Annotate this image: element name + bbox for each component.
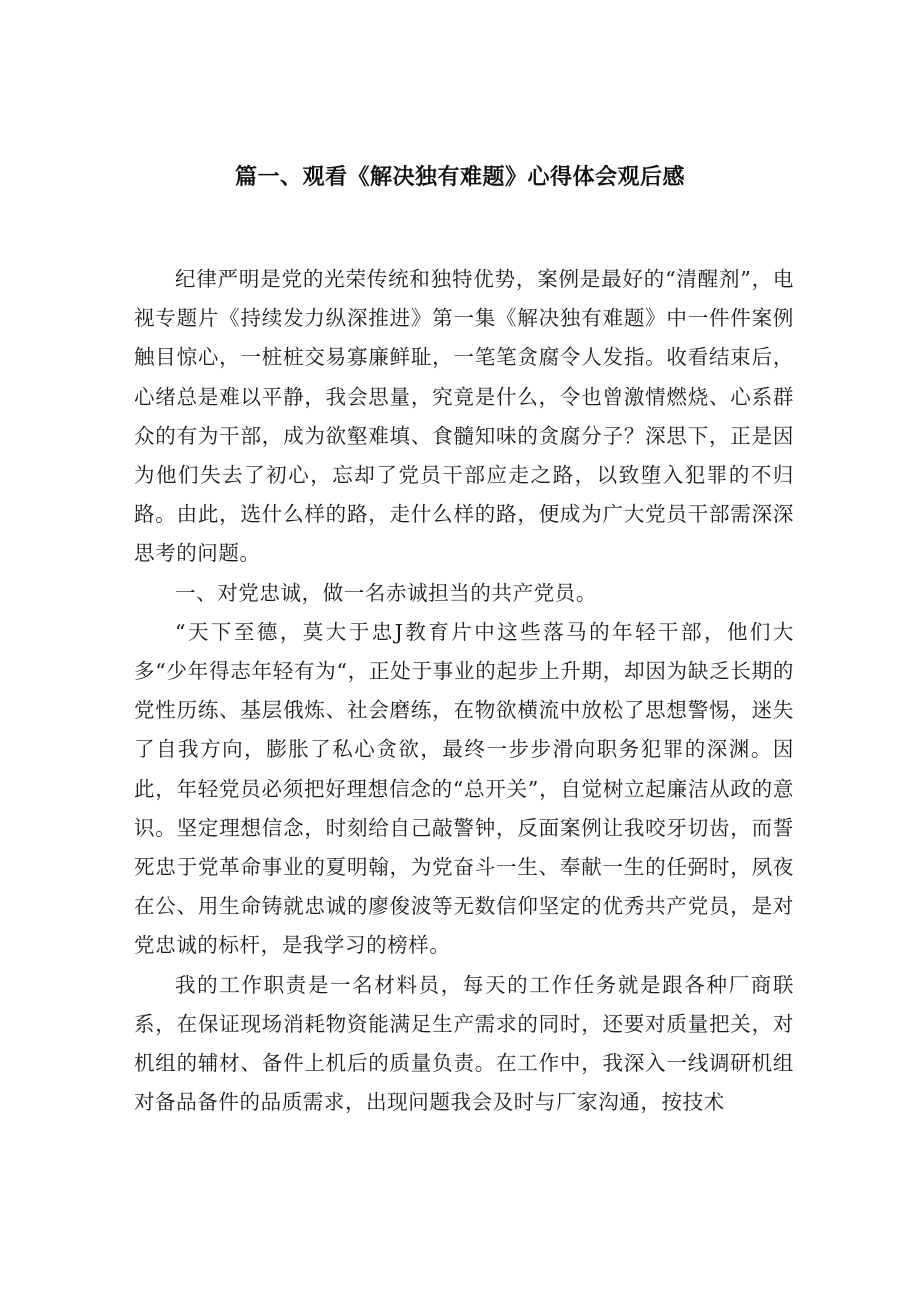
paragraph-section-heading: 一、对党忠诚，做一名赤诚担当的共产党员。: [175, 580, 597, 605]
paragraph-work-duty: 我的工作职责是一名材料员，每天的工作任务就是跟各种厂商联系，在保证现场消耗物资能满足生产需求的同时，还要对质量把关，对机组的辅材、备件上机后的质量负责。在工作中，我深入一线调研机组对备品备件的品质需求，出现问题我会及时与厂家沟通，按技术: [134, 972, 794, 1115]
paragraph-intro: 纪律严明是党的光荣传统和独特优势，案例是最好的“清醒剂”，电视专题片《持续发力纵深推进》第一集《解决独有难题》中一件件案例触目惊心，一桩桩交易寡廉鲜耻，一笔笔贪腐令人发指。收看结束后，心绪总是难以平静，我会思量，究竟是什么，令也曾激情燃烧、心系群众的有为干部，成为欲壑难填、食髓知味的贪腐分子？深思下，正是因为他们失去了初心，忘却了党员干部应走之路，以致堕入犯罪的不归路。由此，选什么样的路，走什么样的路，便成为广大党员干部需深深思考的问题。: [134, 267, 794, 566]
document-title: 篇一、观看《解决独有难题》心得体会观后感: [234, 165, 685, 190]
paragraph-loyalty: “天下至德，莫大于忠J教育片中这些落马的年轻干部，他们大多“少年得志年轻有为“，正处于事业的起步上升期，却因为缺乏长期的党性历练、基层俄炼、社会磨练，在物欲横流中放松了思想警惕，迷失了自我方向，膨胀了私心贪欲，最终一步步滑向职务犯罪的深渊。因此，年轻党员必须把好理想信念的“总开关”，自觉树立起廉洁从政的意识。坚定理想信念，时刻给自己敲警钟，反面案例让我咬牙切齿，而誓死忠于党革命事业的夏明翰，为党奋斗一生、奉献一生的任弼时，夙夜在公、用生命铸就忠诚的廖俊波等无数信仰坚定的优秀共产党员，是对党忠诚的标杆，是我学习的榜样。: [134, 619, 794, 958]
document-body: [134, 260, 794, 1122]
